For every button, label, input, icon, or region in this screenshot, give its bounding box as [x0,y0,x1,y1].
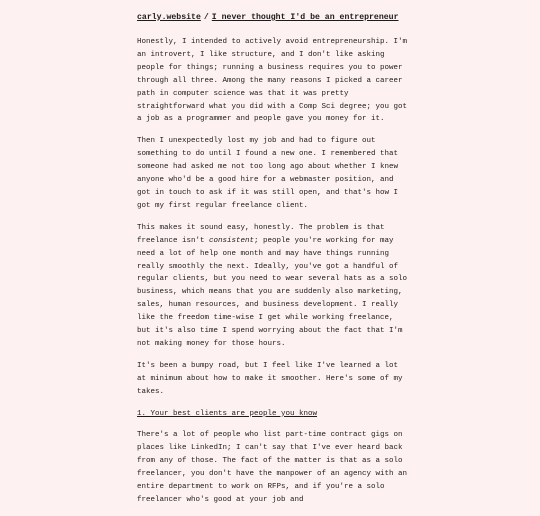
section-heading-link[interactable]: 1. Your best clients are people you know [137,409,318,418]
emphasis-text: consistent [209,236,255,245]
article-paragraph: Honestly, I intended to actively avoid entrepreneurship. I'm an introvert, I like structure, and I don't like asking people for things; running a business requires you to power through all three. Among the many reasons I picked a career path in computer science was that it was pretty straightforward what you did with a Comp Sci degree; you got a job as a programmer and people gave you money for it. [137,38,408,124]
paragraph-text: This makes it sound easy, honestly. The problem is that freelance isn't [137,223,385,245]
site-home-link[interactable]: carly.website [137,13,201,22]
post-title-link[interactable]: I never thought I'd be an entrepreneur [211,13,399,22]
article-page [137,11,409,516]
section-heading [137,408,409,421]
article-paragraph: Then I unexpectedly lost my job and had to figure out something to do until I found a new one. I remembered that someone had asked me not too long ago about whether I knew anyone who'd be a good hire for a webmaster position, and got in touch to ask if it was still open, and that's how I got my first regular freelance client. [137,137,399,210]
article-paragraph: There's a lot of people who list part-time contract gigs on places like LinkedIn; I can't say that I've ever heard back from any of those. The fact of the matter is that as a solo freelancer, you don't have the manpower of an agency with an entire department to work on RFPs, and if you're a solo freelancer who's good at your job and [137,431,408,504]
paragraph-text: ; people you're working for may need a lot of help one month and may have things running really smoothly the next. Ideally, you've got a handful of regular clients, but you need to wear several hats as a solo business, which means that you are suddenly also marketing, sales, human resources, and business development. I really like the freedom time-wise I get while working freelance, but it's also time I spend worrying about the fact that I'm not making money for those hours. [137,236,408,348]
breadcrumb-separator: / [203,13,209,22]
article-paragraph: It's been a bumpy road, but I feel like I've learned a lot at minimum about how to make it smoother. Here's some of my takes. [137,361,403,396]
article-paragraph [137,222,409,351]
breadcrumb [137,11,409,25]
